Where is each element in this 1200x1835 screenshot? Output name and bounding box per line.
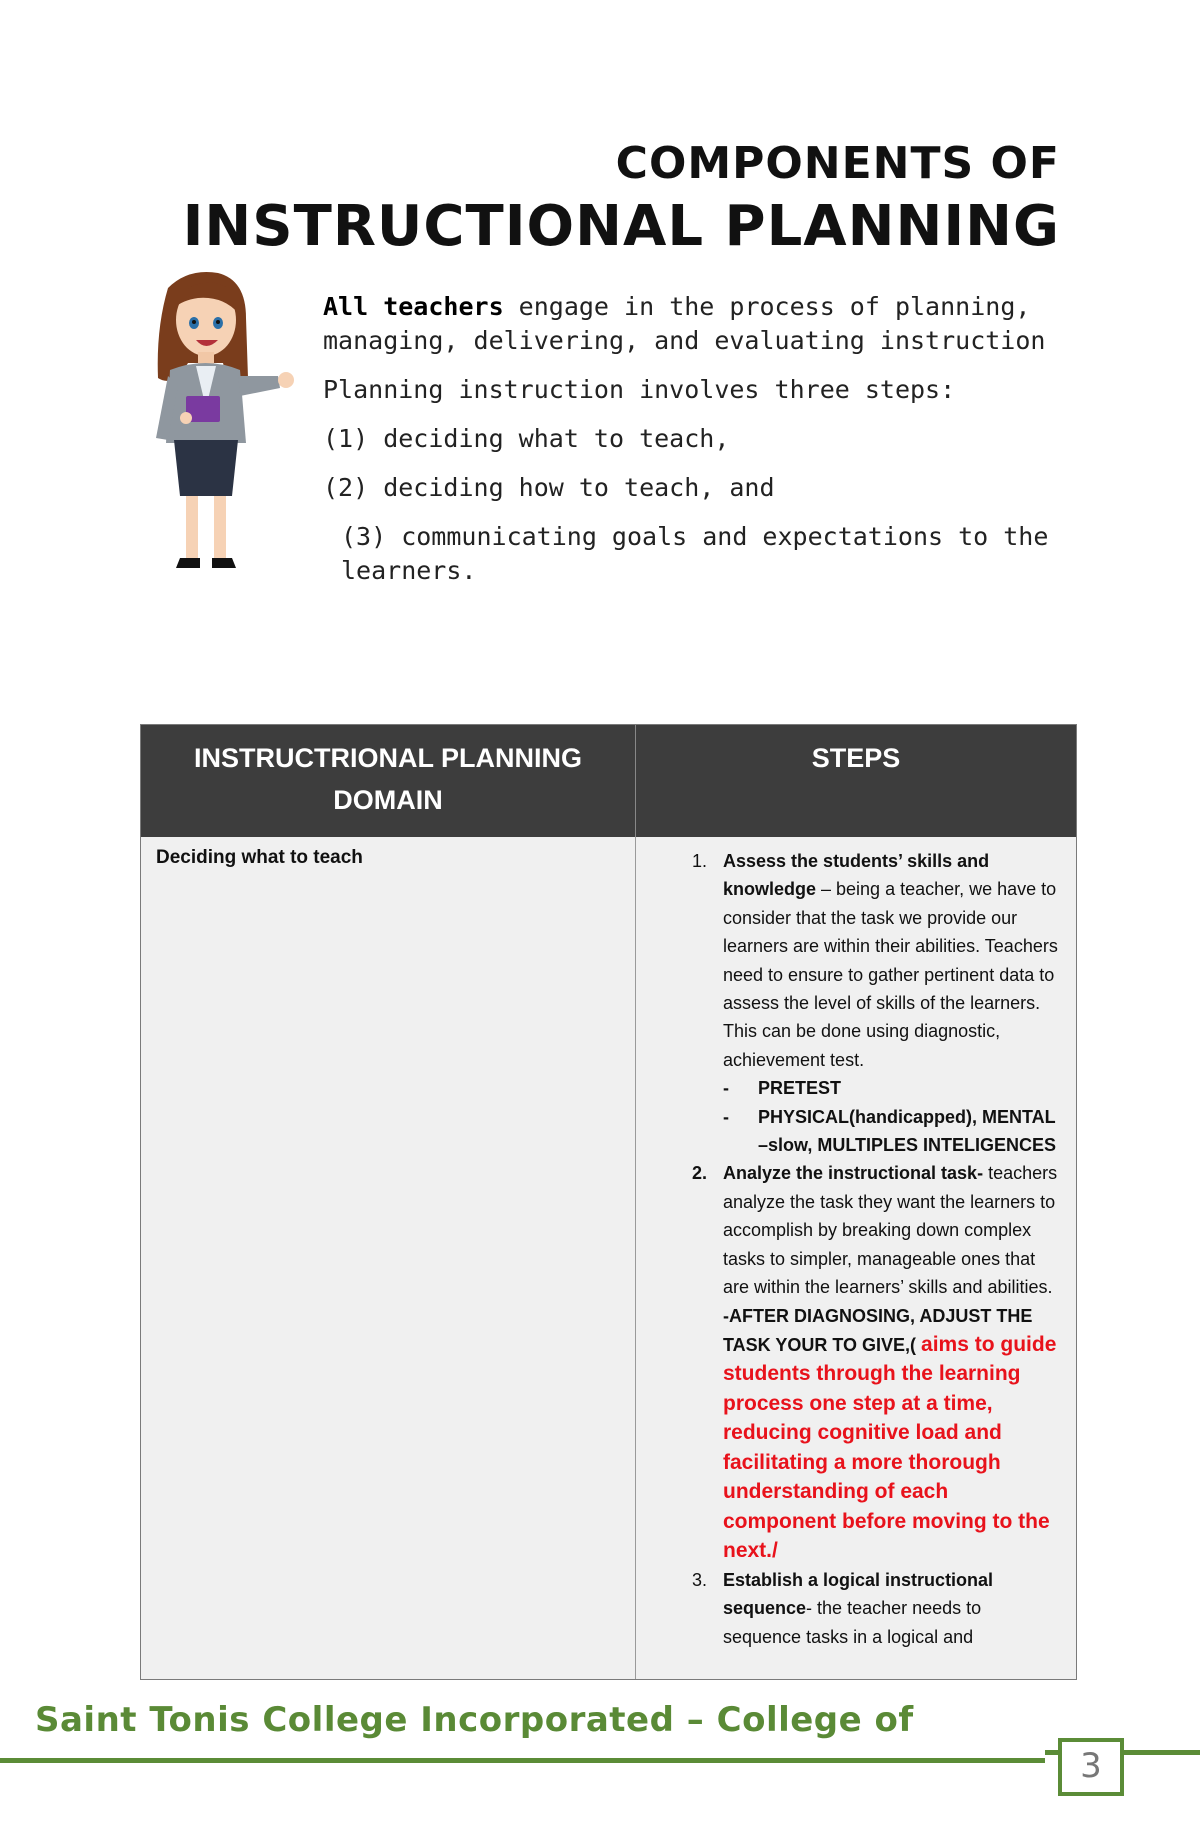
step-number: 3. <box>691 1569 707 1590</box>
sub-item-text: PHYSICAL(handicapped), MENTAL –slow, MULTIPLES INTELIGENCES <box>758 1106 1057 1156</box>
title-line-2: INSTRUCTIONAL PLANNING <box>182 194 1060 259</box>
intro-lead-bold: All teachers <box>323 292 504 321</box>
page-number: 3 <box>1058 1738 1124 1796</box>
footer-rule <box>0 1758 1045 1763</box>
step-description: – being a teacher, we have to consider that the task we provide our learners are within their abilities. Teachers need to ensure to gather pertinent data to assess the level of skills of the learners. This can be done using diagnostic, achievement test. <box>723 879 1058 1070</box>
steps-intro: Planning instruction involves three steps: <box>323 375 956 404</box>
step-title: Assess the students’ skills and knowledge <box>723 851 990 900</box>
step-item-1 <box>636 847 1058 1159</box>
page-title <box>183 138 1060 262</box>
sub-item: - PRETEST <box>723 1074 1058 1102</box>
step-title: Establish a logical instructional sequence <box>723 1569 994 1619</box>
footer-college-name: Saint Tonis College Incorporated – College of <box>35 1700 914 1740</box>
highlight-note: aims to guide students through the learning process one step at a time, reducing cognitive load and facilitating a more thorough understanding of each component before moving to the next./ <box>723 1332 1057 1563</box>
steps-list <box>636 847 1058 1651</box>
steps-cell <box>636 837 1076 1680</box>
header-steps: STEPS <box>811 743 901 773</box>
step-number: 2. <box>691 1163 707 1184</box>
step-description: teachers analyze the task they want the learners to accomplish by breaking down complex tasks to simpler, manageable ones that are within the learners’ skills and abilities. <box>723 1163 1058 1298</box>
step-title: Analyze the instructional task- <box>723 1163 984 1184</box>
step-number: 1. <box>691 851 707 871</box>
step-1-text: (1) deciding what to teach, <box>323 424 730 453</box>
step-note: -AFTER DIAGNOSING, ADJUST THE TASK YOUR TO GIVE,( <box>723 1305 1033 1355</box>
planning-table <box>140 724 1077 1680</box>
step-3-text: (3) communicating goals and expectations to the learners. <box>341 522 1049 585</box>
intro-paragraph <box>323 290 1123 358</box>
domain-cell: Deciding what to teach <box>141 837 636 1680</box>
step-item-3 <box>636 1566 1058 1651</box>
sub-item-text: PRETEST <box>758 1078 842 1099</box>
intro-lead-rest: engage in the process of planning, managing, delivering, and evaluating instruction <box>323 292 1046 355</box>
sub-item: - PHYSICAL(handicapped), MENTAL –slow, MULTIPLES INTELIGENCES <box>723 1103 1058 1160</box>
teacher-illustration <box>128 268 298 588</box>
step-2-text: (2) deciding how to teach, and <box>323 473 775 502</box>
header-domain: INSTRUCTRIONAL PLANNING DOMAIN <box>141 725 636 837</box>
table-row <box>141 837 1076 1680</box>
title-line-1: COMPONENTS OF <box>615 138 1060 189</box>
table-header-row <box>141 725 1076 837</box>
step-item-2 <box>636 1159 1058 1565</box>
intro-text <box>323 290 1123 603</box>
step-description: - the teacher needs to sequence tasks in a logical and <box>723 1598 982 1647</box>
